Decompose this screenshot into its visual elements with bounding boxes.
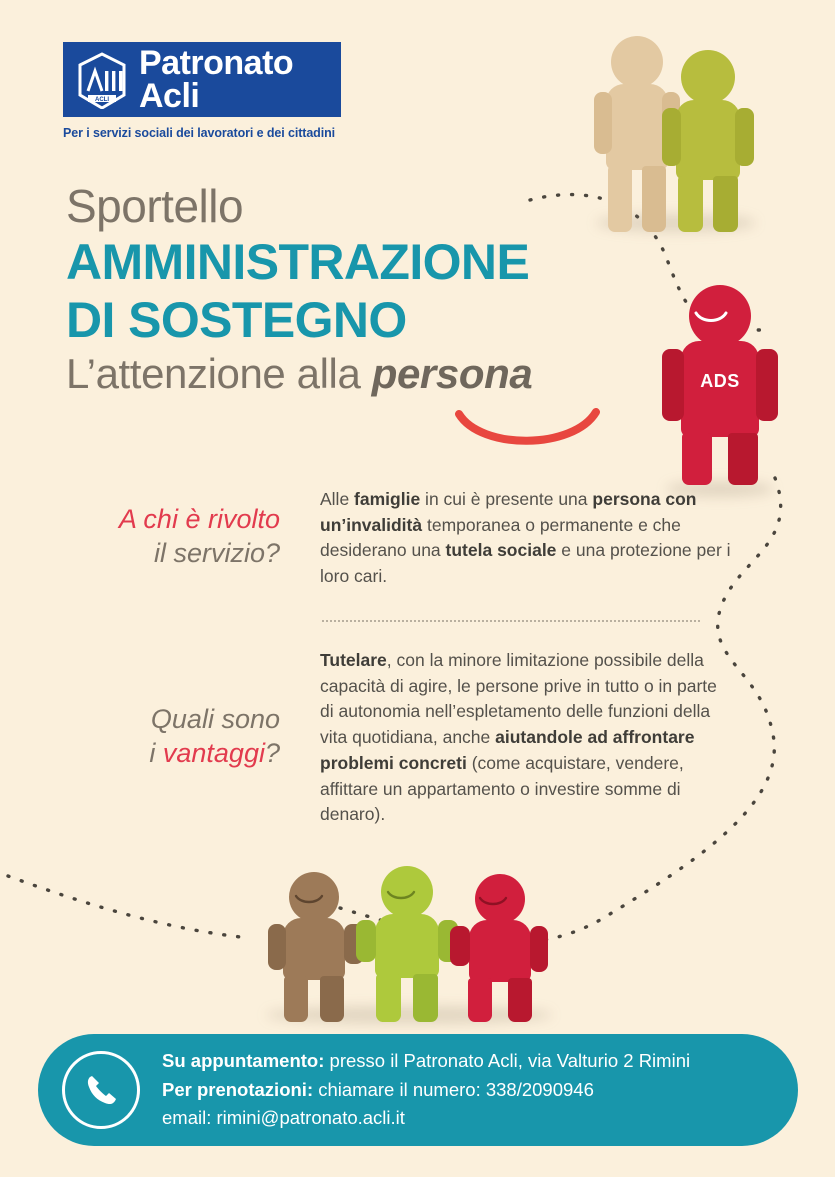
acli-shield-label: ACLI — [95, 96, 109, 103]
footer-line-3: email: rimini@patronato.acli.it — [162, 1107, 405, 1129]
question-1-line2: il servizio? — [153, 537, 280, 568]
footer-line-1-label: Su appuntamento: — [162, 1049, 325, 1071]
question-1 — [20, 503, 280, 571]
ads-figure-icon — [660, 285, 780, 500]
logo-bar — [63, 42, 341, 117]
logo-name-line2: Acli — [139, 76, 200, 115]
smile-swoosh-icon — [455, 408, 600, 453]
question-1-line1: A chi è rivolto — [118, 504, 280, 534]
wooden-figures-trio-icon — [258, 862, 558, 1022]
footer-line-1-value: presso il Patronato Acli, via Valturio 2 Rimini — [324, 1049, 691, 1071]
dotted-separator — [322, 620, 700, 622]
paragraph-2: Tutelare, con la minore limitazione possibile della capacità di agire, le persone prive in tutto o in parte di autonomia nell’espletamento delle funzioni della vita quotidiana, anche aiutandole ad affrontare problemi concreti (come acquistare, vendere, affittare un appartamento o investire somme di denaro). — [320, 650, 717, 825]
logo-tagline: Per i servizi sociali dei lavoratori e dei cittadini — [63, 126, 335, 140]
phone-icon — [62, 1051, 140, 1129]
question-2-line2-tail: ? — [264, 737, 280, 768]
question-2-line2-accent: vantaggi — [162, 737, 265, 768]
headline — [66, 180, 686, 397]
footer-text — [162, 1047, 690, 1133]
footer-line-2-label: Per prenotazioni: — [162, 1078, 314, 1100]
question-2-line2 — [20, 737, 280, 771]
question-2-line2-plain: i — [149, 737, 163, 768]
footer-line-2 — [162, 1076, 690, 1105]
headline-line-3: DI SOSTEGNO — [66, 291, 407, 348]
paragraph-1: Alle famiglie in cui è presente una persona con un’invalidità temporanea o permanente e che desiderano una tutela sociale e una protezione per i loro cari. — [320, 489, 731, 587]
headline-line-4-italic: persona — [371, 349, 533, 397]
footer-line-1 — [162, 1047, 690, 1076]
headline-line-1: Sportello — [66, 180, 244, 232]
question-2-line1: Quali sono — [150, 704, 280, 734]
headline-line-2: AMMINISTRAZIONE — [66, 233, 530, 290]
ads-label: ADS — [700, 371, 740, 391]
acli-shield-icon — [75, 51, 129, 109]
footer-line-2-value: chiamare il numero: 338/2090946 — [313, 1078, 594, 1100]
question-2 — [20, 703, 280, 771]
footer-contact-bar — [38, 1034, 798, 1146]
logo-name-line1: Patronato — [139, 43, 294, 82]
headline-line-4-plain: L’attenzione alla — [66, 349, 372, 397]
headline-line-4 — [66, 349, 686, 397]
logo-wordmark — [139, 43, 294, 115]
logo — [63, 42, 341, 140]
